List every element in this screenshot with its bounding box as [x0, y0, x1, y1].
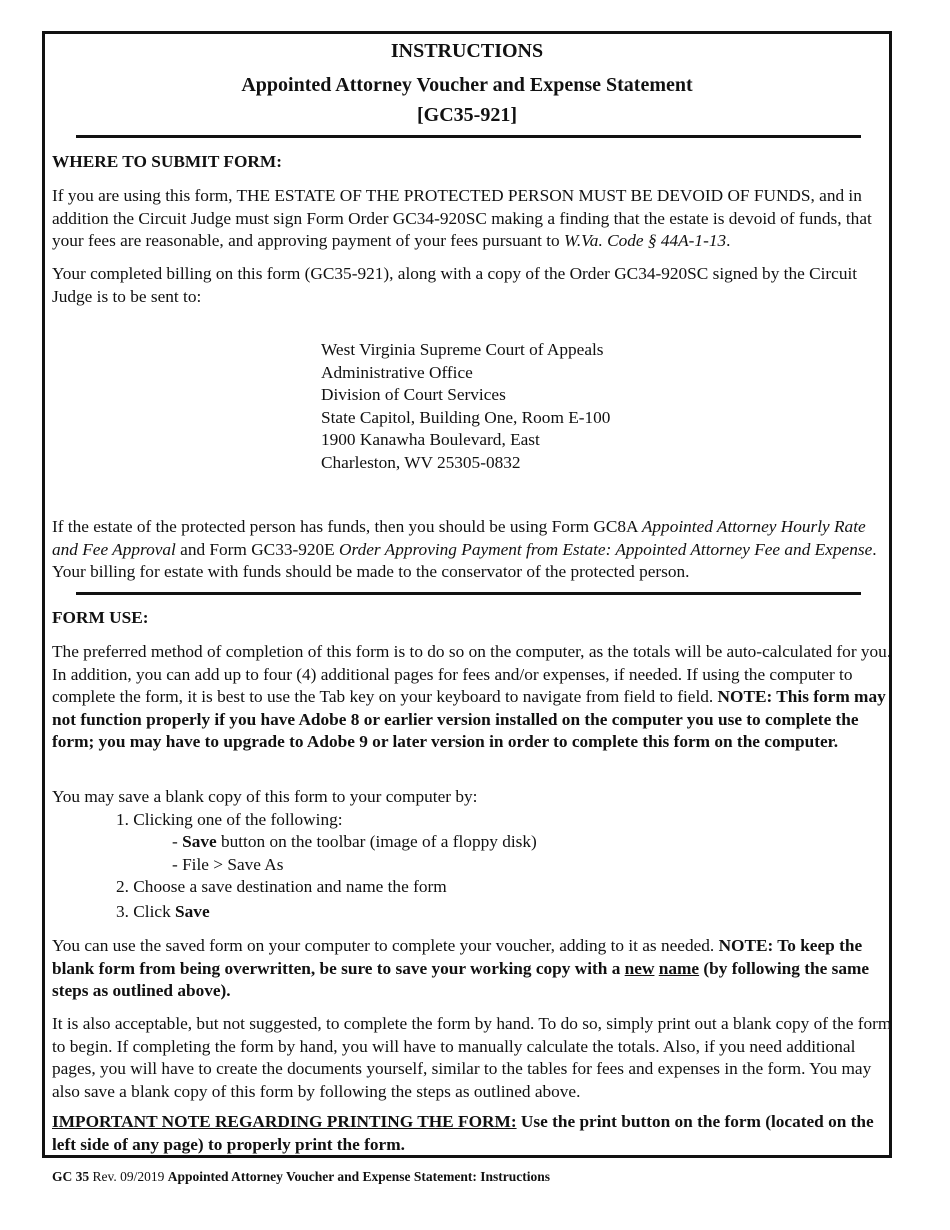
paragraph-text: . Your billing for estate with funds should be made to the conservator of the protected person.: [52, 539, 877, 582]
address-line: 1900 Kanawha Boulevard, East: [321, 430, 540, 450]
address-line: West Virginia Supreme Court of Appeals: [321, 340, 604, 359]
bullet-dash: -: [172, 832, 183, 852]
address-line: Division of Court Services: [321, 385, 506, 405]
important-text: Use the print button on the form (located on the left side of any page) to properly print the form.: [52, 1112, 874, 1154]
save-label: Save: [175, 901, 210, 921]
form-code: [GC35-921]: [417, 104, 517, 126]
footer-code: GC 35: [52, 1169, 90, 1184]
note-text: (by following the same steps as outlined above).: [52, 958, 870, 1001]
doc-subtitle: Appointed Attorney Voucher and Expense Statement: [241, 74, 693, 96]
mailing-address: [321, 339, 610, 475]
where-to-submit-heading: WHERE TO SUBMIT FORM:: [52, 152, 282, 171]
step-text: 3. Click: [116, 901, 176, 921]
save-step-3: [52, 901, 894, 924]
save-step-1b: - File > Save As: [172, 854, 284, 874]
footer-title: Appointed Attorney Voucher and Expense Statement: Instructions: [167, 1169, 551, 1184]
form-title-gc8a: Appointed Attorney Hourly Rate and Fee Approval: [52, 517, 866, 559]
paragraph-end: .: [726, 231, 731, 251]
paragraph-text: You can use the saved form on your computer to complete your voucher, adding to it as needed.: [52, 936, 719, 955]
paragraph-text: and Form GC33-920E: [175, 539, 340, 559]
emphasis-new: new: [624, 958, 655, 978]
save-instructions: [52, 786, 894, 924]
paragraph-text: If the estate of the protected person has funds, then you should be using Form GC8A: [52, 517, 642, 536]
form-use-paragraph-2: [52, 935, 894, 1003]
header-divider: [76, 135, 861, 138]
step-text: button on the toolbar (image of a floppy disk): [216, 832, 537, 852]
save-intro: You may save a blank copy of this form to your computer by:: [52, 787, 478, 806]
paragraph-text: If you are using this form, THE ESTATE OF THE PROTECTED PERSON MUST BE DEVOID OF FUNDS, and in addition the Circuit Judge must sign Form Order GC34-920SC making a finding that the estate is devoid of funds, that your fees are reasonable, and approving payment of your fees pursuant to: [52, 186, 872, 251]
form-title-gc33: Order Approving Payment from Estate: Appointed Attorney Fee and Expense: [339, 539, 873, 559]
footer-revision: Rev. 09/2019: [89, 1169, 168, 1184]
doc-title: INSTRUCTIONS: [390, 40, 544, 62]
save-step-1: 1. Clicking one of the following:: [116, 809, 343, 829]
address-line: Charleston, WV 25305-0832: [321, 452, 521, 472]
where-to-submit-paragraph-2: Your completed billing on this form (GC35-921), along with a copy of the Order GC34-920SC signed by the Circuit Judge is to be sent to:: [52, 264, 858, 306]
emphasis-name: name: [658, 958, 700, 978]
code-citation: W.Va. Code § 44A-1-13: [564, 231, 727, 251]
form-use-paragraph-1: [52, 641, 894, 754]
paragraph-text: The preferred method of completion of this form is to do so on the computer, as the totals will be auto-calculated for you. In addition, you can add up to four (4) additional pages for fees and/or expenses, if needed. If using the computer to complete the form, it is best to use the Tab key on your keyboard to navigate from field to field.: [52, 642, 892, 707]
note-text: NOTE: To keep the blank form from being overwritten, be sure to save your working copy with a: [52, 936, 863, 978]
page-footer: [52, 1169, 550, 1185]
save-step-1a: [52, 831, 894, 854]
save-label: Save: [182, 832, 217, 852]
important-heading: IMPORTANT NOTE REGARDING PRINTING THE FORM:: [52, 1112, 517, 1131]
section-divider: [76, 592, 861, 595]
important-note: [52, 1111, 894, 1156]
instructions-frame: [42, 31, 892, 1158]
address-line: Administrative Office: [321, 362, 473, 382]
address-line: State Capitol, Building One, Room E-100: [321, 407, 611, 427]
form-use-paragraph-3: It is also acceptable, but not suggested, to complete the form by hand. To do so, simply print out a blank copy of the form to begin. If completing the form by hand, you will have to manually calculate the totals. Also, if you need additional pages, you will have to create the documents yourself, similar to the tables for fees and expenses in the form. You may also save a blank copy of this form by following the steps as outlined above.: [52, 1014, 892, 1101]
form-use-heading: FORM USE:: [52, 608, 149, 627]
adobe-note: NOTE: This form may not function properly if you have Adobe 8 or earlier version installed on the computer you use to complete the form; you may have to upgrade to Adobe 9 or later version in order to complete this form on the computer.: [52, 687, 886, 752]
where-to-submit-paragraph-3: [52, 516, 894, 584]
save-step-2: 2. Choose a save destination and name the form: [116, 877, 447, 897]
where-to-submit-paragraph-1: [52, 185, 894, 253]
